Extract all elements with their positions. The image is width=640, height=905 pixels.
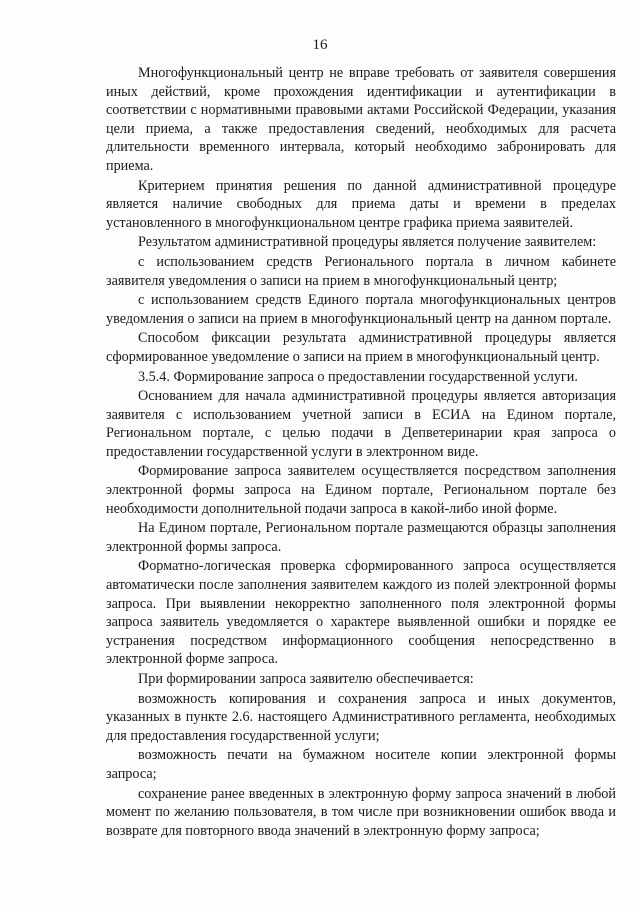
section-heading-3-5-4: 3.5.4. Формирование запроса о предоставлении государственной услуги.: [138, 368, 578, 385]
paragraph-request-formation: Формирование запроса заявителем осуществляется посредством заполнения электронной формы запроса на Едином портале, Региональном портале без необходимости дополнительной подачи запроса в какой-либо иной форме.: [106, 463, 616, 517]
paragraph-form-samples: На Едином портале, Региональном портале размещаются образцы заполнения электронной формы запроса.: [106, 520, 616, 555]
paragraph-fixation-method: Способом фиксации результата административной процедуры является сформированное уведомление о записи на прием в многофункциональный центр.: [106, 330, 616, 365]
paragraph-mfc-restrictions: Многофункциональный центр не вправе требовать от заявителя совершения иных действий, кроме прохождения идентификации и аутентификации в соответствии с нормативными правовыми актами Российской Федерации, указания цели приема, а также предоставления сведений, необходимых для расчета длительности временного интервала, который необходимо забронировать для приема.: [106, 65, 616, 174]
paragraph-decision-criterion: Критерием принятия решения по данной административной процедуре является наличие свободных для приема даты и времени в пределах установленного в многофункциональном центре графика приема заявителей.: [106, 177, 616, 231]
list-item-unified-portal: с использованием средств Единого портала многофункциональных центров уведомления о записи на прием в многофункциональный центр на данном портале.: [106, 292, 616, 327]
paragraph-procedure-basis: Основанием для начала административной процедуры является авторизация заявителя с использованием учетной записи в ЕСИА на Едином портале, Региональном портале, с целью подачи в Депветеринарии края запроса о предоставлении государственной услуги в электронном виде.: [106, 388, 616, 460]
paragraph-result-intro: Результатом административной процедуры является получение заявителем:: [138, 234, 597, 251]
list-item-print: возможность печати на бумажном носителе копии электронной формы запроса;: [106, 747, 616, 782]
list-item-copy-save: возможность копирования и сохранения запроса и иных документов, указанных в пункте 2.6. настоящего Административного регламента, необходимых для предоставления государственной услуги;: [106, 690, 616, 744]
paragraph-provided-intro: При формировании запроса заявителю обеспечивается:: [138, 671, 474, 687]
list-item-save-values: сохранение ранее введенных в электронную форму запроса значений в любой момент по желанию пользователя, в том числе при возникновении ошибок ввода и возврате для повторного ввода значений в электронную форму запроса;: [106, 785, 616, 839]
list-item-regional-portal: с использованием средств Регионального портала в личном кабинете заявителя уведомления о записи на прием в многофункциональный центр;: [106, 253, 616, 289]
page-number: 16: [312, 37, 328, 53]
paragraph-format-check: Форматно-логическая проверка сформированного запроса осуществляется автоматически после заполнения заявителем каждого из полей электронной формы запроса. При выявлении некорректно заполненного поля электронной формы запроса заявитель уведомляется о характере выявленной ошибки и порядке ее устранения посредством информационного сообщения непосредственно в электронной форме запроса.: [106, 558, 616, 668]
document-body: [106, 64, 616, 841]
